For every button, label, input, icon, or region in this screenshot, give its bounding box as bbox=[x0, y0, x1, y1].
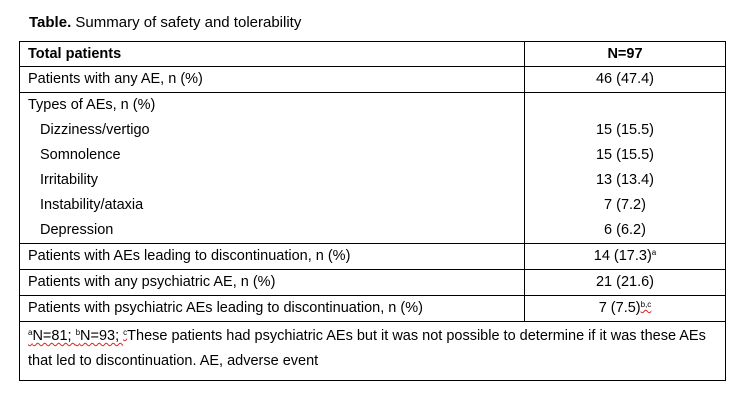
footnote-a-mark: a bbox=[28, 328, 33, 337]
row-label: Instability/ataxia bbox=[20, 193, 525, 218]
footnote-mark-a: a bbox=[651, 248, 657, 257]
safety-table bbox=[19, 41, 726, 381]
table-row-subitem bbox=[20, 118, 726, 143]
row-label: Dizziness/vertigo bbox=[20, 118, 525, 143]
row-value: 15 (15.5) bbox=[525, 143, 726, 168]
row-value bbox=[525, 296, 726, 322]
row-value bbox=[525, 244, 726, 270]
row-label: Patients with AEs leading to discontinuation, n (%) bbox=[20, 244, 525, 270]
table-footnote-row bbox=[20, 322, 726, 381]
footnote-mark-bc: b,c bbox=[640, 300, 652, 309]
footnote-b bbox=[76, 328, 124, 344]
table-row-subitem bbox=[20, 168, 726, 193]
row-label: Irritability bbox=[20, 168, 525, 193]
table-row-group-heading bbox=[20, 93, 726, 119]
footnote-c-mark: c bbox=[123, 328, 128, 337]
row-label: Patients with any AE, n (%) bbox=[20, 67, 525, 93]
row-value: 13 (13.4) bbox=[525, 168, 726, 193]
table-footnote bbox=[20, 322, 726, 381]
table-row bbox=[20, 244, 726, 270]
table-row bbox=[20, 296, 726, 322]
table-row-subitem bbox=[20, 193, 726, 218]
table-row-subitem bbox=[20, 143, 726, 168]
row-label: Types of AEs, n (%) bbox=[20, 93, 525, 119]
table-header-row bbox=[20, 42, 726, 67]
row-label: Somnolence bbox=[20, 143, 525, 168]
row-label: Patients with psychiatric AEs leading to discontinuation, n (%) bbox=[20, 296, 525, 322]
caption-label: Table. bbox=[29, 14, 72, 31]
footnote-c-text: These patients had psychiatric AEs but it was not possible to determine if it was these AEs that led to discontinuation. AE, adverse event bbox=[28, 328, 706, 369]
footnote-a bbox=[28, 328, 76, 344]
caption-text: Summary of safety and tolerability bbox=[75, 14, 302, 31]
row-label: Patients with any psychiatric AE, n (%) bbox=[20, 270, 525, 296]
row-value: 7 (7.2) bbox=[525, 193, 726, 218]
row-value bbox=[525, 93, 726, 119]
table-row bbox=[20, 270, 726, 296]
footnote-b-mark: b bbox=[75, 328, 81, 337]
header-label: Total patients bbox=[20, 42, 525, 67]
row-value: 6 (6.2) bbox=[525, 218, 726, 244]
row-value: 46 (47.4) bbox=[525, 67, 726, 93]
table-row-subitem bbox=[20, 218, 726, 244]
row-value-number: 7 (7.5) bbox=[598, 300, 641, 316]
row-value: 21 (21.6) bbox=[525, 270, 726, 296]
row-value: 15 (15.5) bbox=[525, 118, 726, 143]
table-row bbox=[20, 67, 726, 93]
row-value-number: 14 (17.3) bbox=[593, 248, 652, 264]
footnote-b-text: N=93; bbox=[80, 328, 124, 344]
header-value: N=97 bbox=[525, 42, 726, 67]
table-caption bbox=[29, 14, 301, 32]
row-label: Depression bbox=[20, 218, 525, 244]
footnote-a-text: N=81; bbox=[32, 328, 76, 344]
